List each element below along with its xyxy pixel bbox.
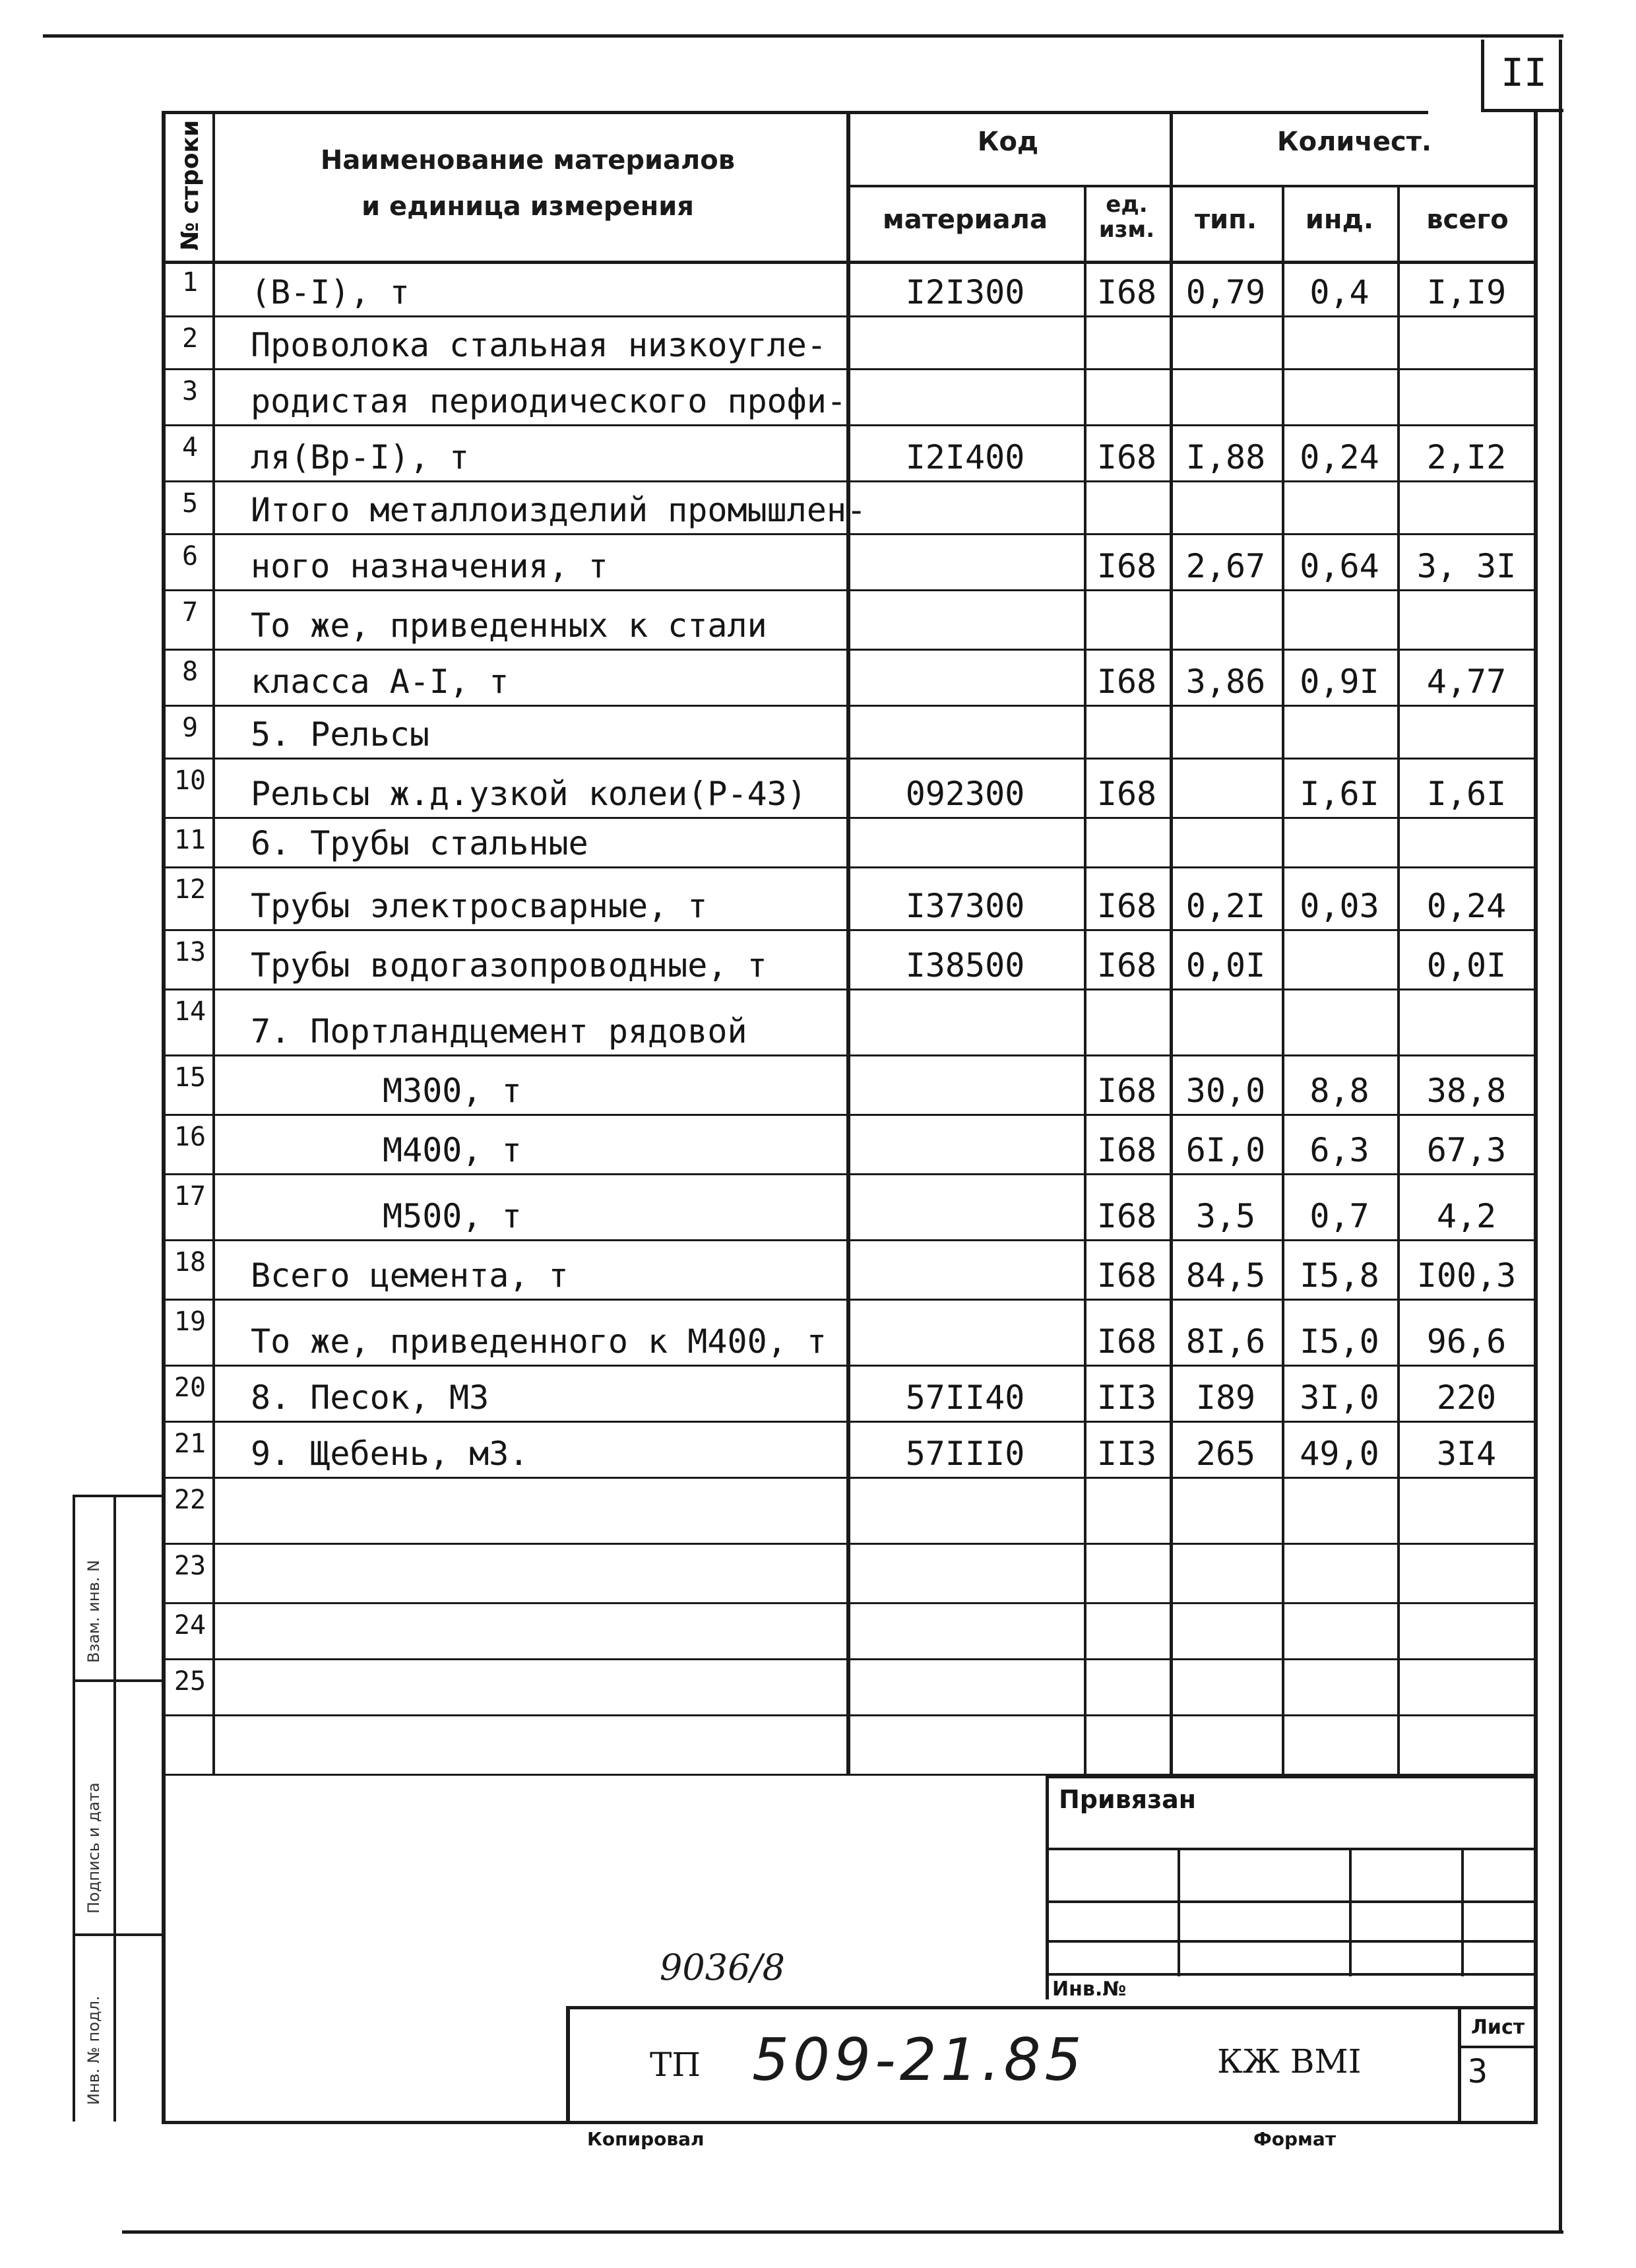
row-qty-total: 2,I2 [1426, 438, 1507, 476]
row-number: 16 [173, 1122, 206, 1152]
header-name-line2: и единица измерения [362, 191, 694, 222]
row-unit: I68 [1096, 887, 1157, 925]
row-number: 5 [181, 488, 199, 519]
stamp-privyazan-top [1046, 1775, 1538, 1778]
row-unit: I68 [1096, 775, 1157, 813]
row-number: 6 [181, 541, 199, 571]
row-name: 6. Трубы стальные [251, 824, 588, 862]
row-qty-ind: 0,4 [1309, 273, 1369, 311]
row-qty-ind: 0,7 [1309, 1197, 1369, 1235]
row-qty-total: 38,8 [1426, 1072, 1507, 1110]
header-row-number: № строки [177, 119, 204, 251]
row-qty-total: 0,0I [1426, 946, 1507, 985]
side-strip-div1 [73, 1679, 165, 1682]
row-code: I37300 [905, 887, 1025, 925]
row-qty-tip: 2,67 [1185, 547, 1266, 585]
row-line [165, 424, 1536, 426]
top-border-line [43, 34, 1563, 38]
bottom-border-line [122, 2230, 1563, 2234]
row-number: 7 [181, 597, 199, 628]
row-qty-total: 67,3 [1426, 1131, 1507, 1169]
stamp-hline-4 [1046, 1973, 1538, 1976]
frame-right [1534, 111, 1538, 2123]
row-qty-ind: 3I,0 [1300, 1378, 1379, 1417]
row-line [165, 1421, 1536, 1423]
footer-kopiroval: Копировал [587, 2128, 705, 2150]
row-line [165, 1054, 1536, 1056]
side-label-inv-podl: Инв. № подл. [84, 1995, 103, 2105]
row-number: 10 [173, 765, 206, 796]
row-line [165, 1299, 1536, 1301]
row-unit: I68 [1096, 1322, 1157, 1361]
row-number: 12 [173, 874, 206, 905]
row-number: 13 [173, 937, 206, 967]
col-line-2 [846, 112, 850, 1775]
row-qty-tip: 6I,0 [1185, 1131, 1266, 1169]
side-strip-div2 [73, 1933, 165, 1936]
row-line [165, 1714, 1536, 1716]
row-name: 8. Песок, М3 [251, 1378, 489, 1417]
side-strip-left [73, 1495, 75, 2122]
row-qty-tip: 265 [1195, 1435, 1256, 1473]
col-line-6 [1397, 185, 1400, 1775]
row-name: То же, приведенных к стали [251, 606, 767, 645]
frame-bottom [162, 2121, 1538, 2124]
row-qty-ind: I5,0 [1300, 1322, 1379, 1361]
row-line [165, 1602, 1536, 1604]
row-unit: I68 [1096, 438, 1157, 476]
stamp-doc-mark: КЖ ВМI [1217, 2042, 1362, 2081]
header-qty-tip: тип. [1194, 205, 1257, 235]
row-line [165, 480, 1536, 482]
row-line [165, 315, 1536, 317]
row-number: 18 [173, 1247, 206, 1278]
header-qty-ind: инд. [1305, 205, 1374, 235]
col-line-1 [212, 112, 215, 1775]
row-name: То же, приведенного к М400, т [251, 1322, 827, 1361]
row-qty-ind: 49,0 [1300, 1435, 1379, 1473]
stamp-hline-1 [1046, 1848, 1538, 1850]
header-qty-group: Количест. [1276, 127, 1432, 157]
row-qty-ind: 8,8 [1309, 1072, 1369, 1110]
row-number: 15 [173, 1062, 206, 1093]
row-qty-total: 3I4 [1436, 1435, 1497, 1473]
row-line [165, 817, 1536, 819]
row-unit: II3 [1096, 1435, 1157, 1473]
row-number: 3 [181, 376, 199, 406]
side-label-podpis: Подпись и дата [84, 1782, 103, 1914]
header-qty-total: всего [1426, 205, 1509, 235]
frame-top [162, 111, 1428, 114]
row-unit: I68 [1096, 547, 1157, 585]
row-unit: I68 [1096, 273, 1157, 311]
row-qty-tip: 84,5 [1185, 1256, 1266, 1295]
row-qty-ind: 0,03 [1300, 887, 1379, 925]
row-qty-total: I,6I [1426, 775, 1507, 813]
row-number: 23 [173, 1551, 206, 1581]
row-unit: II3 [1096, 1378, 1157, 1417]
row-name: Трубы водогазопроводные, т [251, 946, 767, 985]
stamp-privyazan-left [1046, 1775, 1049, 1999]
col-line-4 [1170, 112, 1173, 1775]
side-strip-top [73, 1495, 165, 1497]
sheet-number-top: II [1481, 40, 1563, 112]
row-code: 57II40 [905, 1378, 1025, 1417]
row-number: 4 [181, 432, 199, 463]
row-number: 8 [181, 657, 199, 687]
row-qty-total: I00,3 [1416, 1256, 1517, 1295]
header-code-material: материала [883, 205, 1048, 235]
row-name: родистая периодического профи- [251, 382, 847, 420]
row-line [165, 1173, 1536, 1175]
row-name: М300, т [383, 1072, 522, 1110]
header-mid-line [846, 185, 1536, 187]
stamp-vline-2 [1349, 1848, 1352, 1976]
row-name: Трубы электросварные, т [251, 887, 708, 925]
header-code-unit-2: изм. [1098, 216, 1155, 243]
stamp-sheet-value: 3 [1468, 2052, 1488, 2090]
side-label-vzam: Взам. инв. N [84, 1560, 103, 1663]
stamp-vline-3 [1461, 1848, 1464, 1976]
stamp-hline-3 [1046, 1940, 1538, 1943]
row-qty-tip: I,88 [1185, 438, 1266, 476]
row-qty-tip: I89 [1195, 1378, 1256, 1417]
header-name-line1: Наименование материалов [320, 145, 736, 176]
row-qty-tip: 0,2I [1185, 887, 1266, 925]
right-border-outer [1559, 40, 1562, 2230]
row-name: М400, т [383, 1131, 522, 1169]
row-qty-total: 4,2 [1436, 1197, 1497, 1235]
row-code: 092300 [905, 775, 1025, 813]
stamp-sheet-label: Лист [1471, 2016, 1525, 2039]
row-number: 21 [173, 1429, 206, 1459]
row-line [165, 866, 1536, 868]
stamp-tp-prefix: ТП [650, 2046, 701, 2084]
row-line [165, 1239, 1536, 1241]
row-code: 57III0 [905, 1435, 1025, 1473]
row-qty-ind: 0,9I [1300, 663, 1379, 701]
frame-left [162, 111, 166, 2123]
title-block-top [566, 2006, 1538, 2009]
row-line [165, 1365, 1536, 1367]
row-line [165, 533, 1536, 535]
stamp-vline-1 [1178, 1848, 1180, 1976]
row-qty-total: 4,77 [1426, 663, 1507, 701]
stamp-inv-no-label: Инв.№ [1052, 1978, 1127, 2001]
row-code: I2I300 [905, 273, 1025, 311]
row-unit: I68 [1096, 663, 1157, 701]
row-line [165, 368, 1536, 370]
row-line [165, 758, 1536, 760]
row-name: ля(Вр-I), т [251, 438, 470, 476]
row-line [165, 1543, 1536, 1545]
row-qty-tip: 8I,6 [1185, 1322, 1266, 1361]
row-line [165, 1477, 1536, 1479]
row-number: 14 [173, 996, 206, 1027]
row-name: 7. Портландцемент рядовой [251, 1012, 747, 1051]
row-qty-total: 220 [1436, 1378, 1497, 1417]
title-block-left [566, 2006, 570, 2123]
row-qty-tip: 30,0 [1185, 1072, 1266, 1110]
row-unit: I68 [1096, 1256, 1157, 1295]
stamp-handwritten-number: 9036/8 [660, 1947, 785, 1988]
row-qty-tip: 3,5 [1195, 1197, 1256, 1235]
row-qty-ind: I5,8 [1300, 1256, 1379, 1295]
row-number: 11 [173, 825, 206, 855]
row-number: 9 [181, 713, 199, 743]
footer-format: Формат [1253, 2128, 1337, 2150]
row-unit: I68 [1096, 946, 1157, 985]
stamp-hline-2 [1046, 1900, 1538, 1903]
row-name: Проволока стальная низкоугле- [251, 326, 827, 364]
row-unit: I68 [1096, 1197, 1157, 1235]
row-unit: I68 [1096, 1072, 1157, 1110]
row-number: 2 [181, 323, 199, 354]
row-number: 19 [173, 1307, 206, 1337]
row-name: 5. Рельсы [251, 715, 429, 754]
stamp-project-code: 509-21.85 [752, 2026, 1086, 2094]
row-line [165, 1114, 1536, 1116]
row-qty-total: I,I9 [1426, 273, 1507, 311]
row-line [165, 705, 1536, 707]
row-name: Всего цемента, т [251, 1256, 569, 1295]
row-line [165, 988, 1536, 990]
side-strip-mid [113, 1495, 116, 2122]
row-name: (В-I), т [251, 273, 410, 311]
row-number: 20 [173, 1373, 206, 1403]
row-qty-ind: I,6I [1300, 775, 1379, 813]
row-unit: I68 [1096, 1131, 1157, 1169]
row-line [165, 1658, 1536, 1660]
row-qty-tip: 0,0I [1185, 946, 1266, 985]
row-qty-ind: 0,24 [1300, 438, 1379, 476]
sheet-box-left [1458, 2006, 1461, 2123]
row-line [165, 929, 1536, 931]
row-code: I38500 [905, 946, 1025, 985]
row-number: 22 [173, 1485, 206, 1515]
row-name: класса А-I, т [251, 663, 509, 701]
row-qty-total: 3, 3I [1416, 547, 1517, 585]
stamp-privyazan-label: Привязан [1059, 1785, 1197, 1814]
row-qty-ind: 0,64 [1300, 547, 1379, 585]
row-name: Рельсы ж.д.узкой колеи(Р-43) [251, 775, 807, 813]
row-qty-ind: 6,3 [1309, 1131, 1369, 1169]
row-name: ного назначения, т [251, 547, 608, 585]
row-qty-tip: 0,79 [1185, 273, 1266, 311]
row-name: Итого металлоизделий промышлен- [251, 491, 867, 529]
row-qty-tip: 3,86 [1185, 663, 1266, 701]
row-name: М500, т [383, 1197, 522, 1235]
col-line-5 [1282, 185, 1284, 1775]
row-number: 25 [173, 1666, 206, 1697]
sheet-box-mid [1458, 2046, 1538, 2048]
row-line [165, 589, 1536, 591]
row-qty-total: 96,6 [1426, 1322, 1507, 1361]
header-code-unit-1: ед. [1106, 191, 1148, 218]
header-bottom-line [165, 261, 1536, 264]
row-number: 24 [173, 1610, 206, 1640]
row-name: 9. Щебень, м3. [251, 1435, 529, 1473]
row-number: 17 [173, 1181, 206, 1212]
row-number: 1 [181, 267, 199, 298]
row-qty-total: 0,24 [1426, 887, 1507, 925]
row-line [165, 649, 1536, 651]
row-code: I2I400 [905, 438, 1025, 476]
header-code-group: Код [977, 127, 1039, 157]
